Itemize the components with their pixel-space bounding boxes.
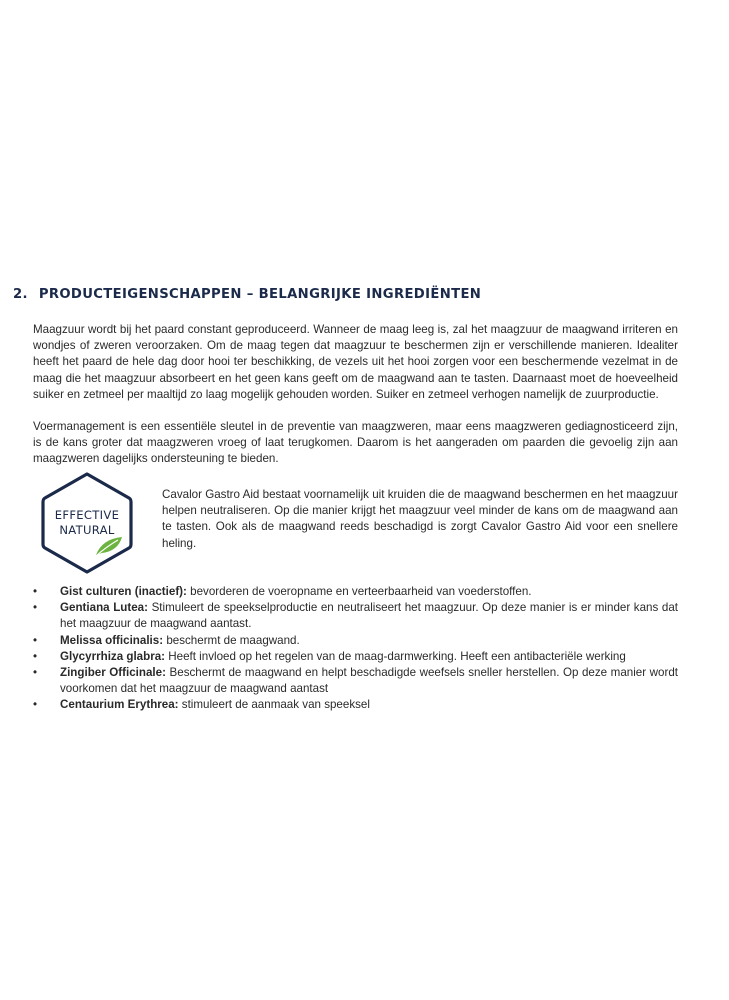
list-item bbox=[33, 665, 678, 697]
bullet-icon: • bbox=[33, 601, 38, 615]
section-title: PRODUCTEIGENSCHAPPEN – BELANGRIJKE INGREDIËNTEN bbox=[38, 287, 482, 302]
bullet-icon: • bbox=[33, 585, 38, 598]
leaf-icon bbox=[94, 535, 124, 557]
ingredient-name: Centaurium Erythrea: bbox=[60, 698, 179, 712]
ingredient-name: Melissa officinalis: bbox=[60, 633, 164, 647]
product-description: Cavalor Gastro Aid bestaat voornamelijk uit kruiden die de maagwand beschermen en het maagzuur helpen neutraliseren. Op die manier krijgt het maagzuur veel minder de kans om de maagwand aan te tasten. Ook als de maagwand reeds beschadigd is zorgt Cavalor Gastro Aid voor een snellere heling. bbox=[162, 488, 678, 550]
ingredient-description: Heeft invloed op het regelen van de maag-darmwerking. Heeft een antibacteriële werking bbox=[165, 649, 626, 663]
ingredient-name: Zingiber Officinale: bbox=[60, 666, 166, 680]
ingredient-description: beschermt de maagwand. bbox=[163, 633, 300, 647]
ingredient-description: Beschermt de maagwand en helpt beschadigde weefsels sneller herstellen. Op deze manier wordt voorkomen dat het maagzuur de maagwand aantast bbox=[60, 666, 678, 696]
list-item bbox=[33, 697, 678, 713]
ingredient-description: stimuleert de aanmaak van speeksel bbox=[178, 698, 370, 712]
ingredient-list bbox=[33, 584, 678, 714]
ingredient-name: Gist culturen (inactief): bbox=[60, 585, 187, 598]
list-item bbox=[33, 584, 678, 600]
bullet-icon: • bbox=[33, 649, 38, 663]
management-paragraph: Voermanagement is een essentiële sleutel in de preventie van maagzweren, maar eens maagzweren gediagnosticeerd zijn, is de kans groter dat maagzweren vroeg of laat terugkomen. Daarom is het aangeraden om paarden die gevoelig zijn aan maagzweren dagelijks ondersteuning te bieden. bbox=[33, 420, 678, 466]
ingredient-name: Glycyrrhiza glabra: bbox=[60, 649, 166, 663]
section-heading bbox=[13, 287, 713, 302]
bullet-icon: • bbox=[33, 666, 38, 680]
list-item bbox=[33, 633, 678, 649]
badge-line-effective: EFFECTIVE bbox=[54, 508, 120, 522]
list-item bbox=[33, 649, 678, 665]
intro-paragraph: Maagzuur wordt bij het paard constant geproduceerd. Wanneer de maag leeg is, zal het maagzuur de maagwand irriteren en wondjes of zweren veroorzaken. Om de maag tegen dat maagzuur te beschermen zijn er verschillende manieren. Idealiter heeft het paard de hele dag door hooi ter beschikking, de vezels uit het hooi zorgen voor een beschermende vezelmat in de maag die het maagzuur absorbeert en het geen kans geeft om de maagwand aan te tasten. Daarnaast moet de hoeveelheid suiker en zetmeel per maaltijd zo laag mogelijk gehouden worden. Suiker en zetmeel verhogen namelijk de zuurproductie. bbox=[33, 323, 678, 401]
effective-natural-badge bbox=[40, 471, 134, 575]
bullet-icon: • bbox=[33, 633, 38, 647]
badge-line-natural: NATURAL bbox=[59, 523, 115, 537]
ingredient-description: bevorderen de voeropname en verteerbaarheid van voederstoffen. bbox=[186, 585, 532, 598]
ingredient-description: Stimuleert de speekselproductie en neutraliseert het maagzuur. Op deze manier is er minder kans dat het maagzuur de maagwand aantast. bbox=[60, 601, 678, 631]
ingredient-name: Gentiana Lutea: bbox=[60, 601, 148, 615]
section-number: 2. bbox=[13, 287, 28, 302]
bullet-icon: • bbox=[33, 698, 38, 712]
list-item bbox=[33, 600, 678, 632]
